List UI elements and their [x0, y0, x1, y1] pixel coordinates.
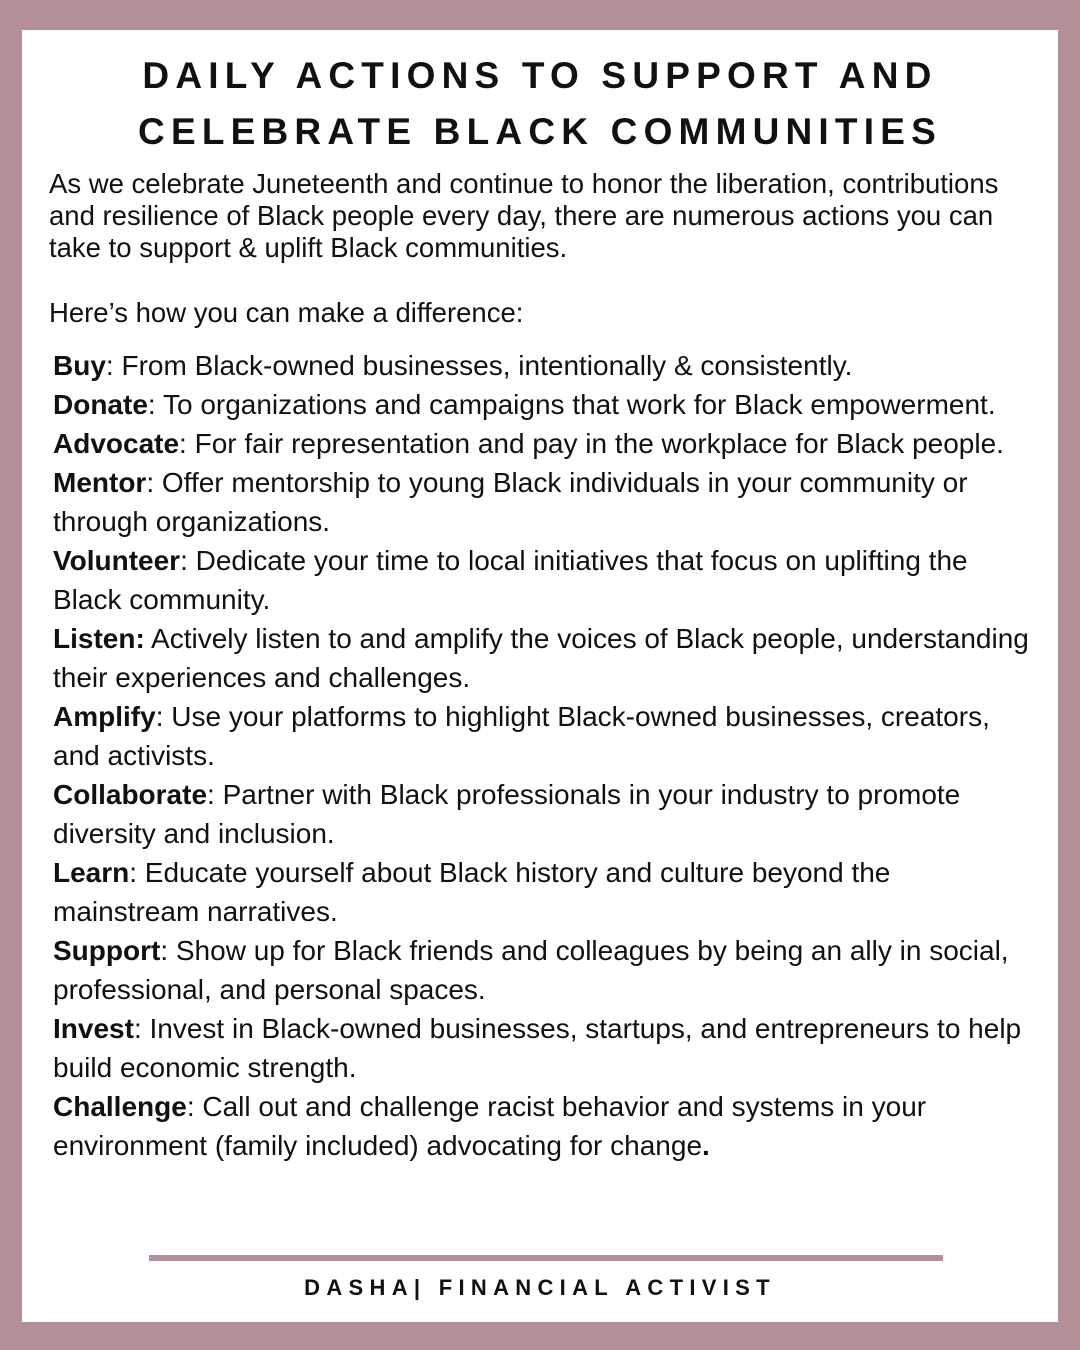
action-item-volunteer [53, 541, 1043, 619]
action-text: Invest in Black-owned businesses, startups, and entrepreneurs to help build economic strength. [53, 1013, 1022, 1083]
action-term: Buy [53, 350, 106, 381]
action-term: Advocate [53, 428, 180, 459]
action-term: Amplify [53, 701, 156, 732]
action-separator: : [186, 1091, 195, 1122]
action-item-challenge [53, 1087, 1043, 1165]
action-term: Mentor [53, 467, 147, 498]
footer-divider [149, 1255, 943, 1261]
action-separator: : [146, 467, 155, 498]
action-text: Offer mentorship to young Black individuals in your community or through organizations. [53, 467, 968, 537]
action-item-invest [53, 1009, 1043, 1087]
action-term: Invest [53, 1013, 134, 1044]
action-text: From Black-owned businesses, intentionally & consistently. [113, 350, 853, 381]
action-separator: : [179, 428, 187, 459]
action-term: Challenge [53, 1091, 187, 1122]
action-text: To organizations and campaigns that work for Black empowerment. [155, 389, 996, 420]
action-item-buy [53, 346, 1043, 385]
action-text: Call out and challenge racist behavior and systems in your environment (family included) advocating for change [53, 1091, 927, 1161]
action-term: Learn [53, 857, 130, 888]
action-item-donate [53, 385, 1043, 424]
action-separator: : [129, 857, 138, 888]
action-text: Educate yourself about Black history and culture beyond the mainstream narratives. [53, 857, 891, 927]
action-term: Donate [53, 389, 148, 420]
action-tail-period: . [702, 1130, 710, 1161]
action-item-mentor [53, 463, 1043, 541]
title-line-1: DAILY ACTIONS TO SUPPORT AND [142, 55, 938, 96]
action-term: Listen: [53, 623, 145, 654]
footer-signature: DASHA| FINANCIAL ACTIVIST [304, 1275, 776, 1300]
lead-line: Here’s how you can make a difference: [49, 297, 524, 328]
action-item-collaborate [53, 775, 1043, 853]
action-term: Collaborate [53, 779, 208, 810]
action-separator: : [160, 935, 169, 966]
intro-paragraph: As we celebrate Juneteenth and continue to honor the liberation, contributions and resilience of Black people every day, there are numerous actions you can take to support & uplift Black communities. [49, 168, 999, 263]
action-separator: : [147, 389, 156, 420]
action-list [53, 346, 1043, 1165]
title-line-2: CELEBRATE BLACK COMMUNITIES [138, 111, 942, 152]
action-item-learn [53, 853, 1043, 931]
action-item-support [53, 931, 1043, 1009]
action-separator: : [105, 350, 114, 381]
page-title [22, 30, 1058, 160]
action-separator: : [133, 1013, 142, 1044]
action-text: Use your platforms to highlight Black-owned businesses, creators, and activists. [53, 701, 990, 771]
action-term: Volunteer [53, 545, 181, 576]
action-item-listen [53, 619, 1043, 697]
action-text: For fair representation and pay in the workplace for Black people. [186, 428, 1004, 459]
action-text: Dedicate your time to local initiatives that focus on uplifting the Black community. [53, 545, 968, 615]
action-separator: : [207, 779, 215, 810]
action-text: Partner with Black professionals in your industry to promote diversity and inclusion. [53, 779, 961, 849]
action-item-advocate [53, 424, 1043, 463]
action-text: Show up for Black friends and colleagues by being an ally in social, professional, and personal spaces. [53, 935, 1009, 1005]
action-term: Support [53, 935, 161, 966]
action-separator: : [180, 545, 188, 576]
action-text: Actively listen to and amplify the voices of Black people, understanding their experiences and challenges. [53, 623, 1029, 693]
flyer-card [22, 30, 1058, 1322]
action-separator: : [155, 701, 164, 732]
action-item-amplify [53, 697, 1043, 775]
